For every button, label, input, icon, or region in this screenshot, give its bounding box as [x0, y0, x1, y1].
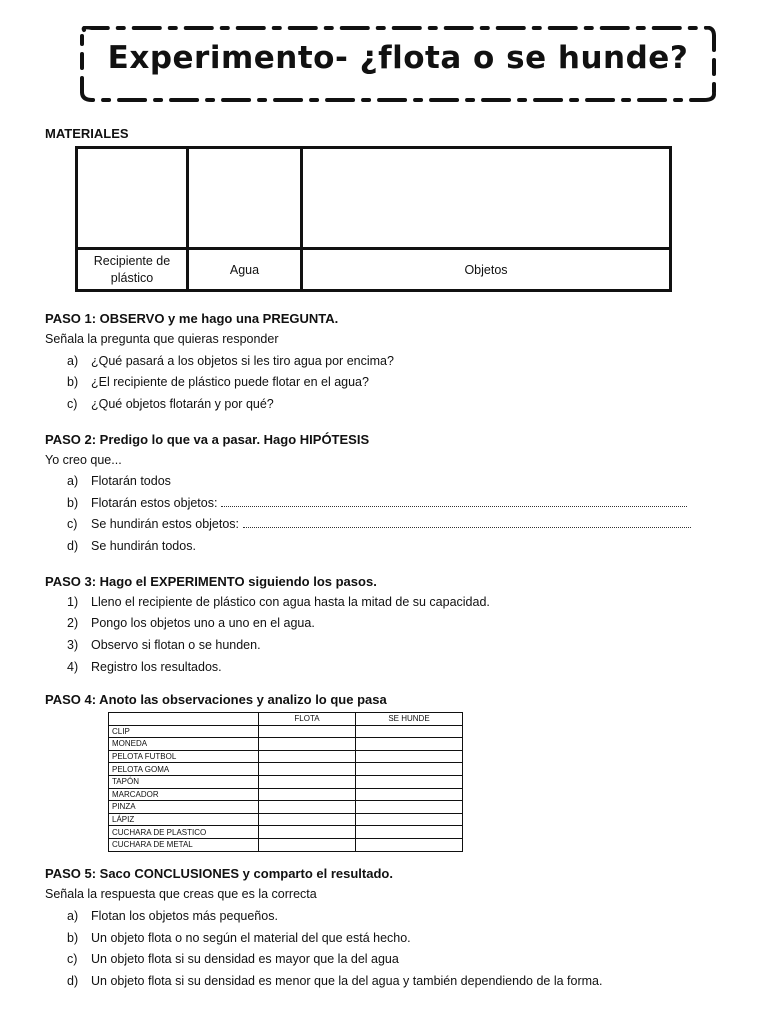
observations-row [109, 813, 463, 826]
observations-object-name: TAPÓN [109, 775, 259, 788]
paso1-option-a[interactable]: a) ¿Qué pasará a los objetos si les tiro agua por encima? [67, 354, 394, 368]
observations-se-hunde-cell[interactable] [356, 801, 463, 814]
observations-object-name: PINZA [109, 801, 259, 814]
paso1-heading: PASO 1: OBSERVO y me hago una PREGUNTA. [45, 311, 339, 326]
paso2-option-b[interactable]: b) Flotarán estos objetos: [67, 496, 687, 510]
paso3-heading: PASO 3: Hago el EXPERIMENTO siguiendo los pasos. [45, 574, 377, 589]
observations-object-name: PELOTA FUTBOL [109, 750, 259, 763]
paso3-step-3: 3) Observo si flotan o se hunden. [67, 638, 261, 652]
paso4-heading: PASO 4: Anoto las observaciones y analizo lo que pasa [45, 692, 387, 707]
paso2-fill-line-c[interactable] [243, 517, 691, 528]
paso3-step-2: 2) Pongo los objetos uno a uno en el agua. [67, 616, 315, 630]
title-box [78, 26, 718, 102]
observations-flota-cell[interactable] [259, 788, 356, 801]
paso5-heading: PASO 5: Saco CONCLUSIONES y comparto el resultado. [45, 866, 393, 881]
observations-object-name: MONEDA [109, 738, 259, 751]
observations-row [109, 738, 463, 751]
observations-header-row [109, 713, 463, 726]
observations-table [108, 712, 463, 852]
paso2-intro: Yo creo que... [45, 453, 122, 467]
paso1-option-b[interactable]: b) ¿El recipiente de plástico puede flotar en el agua? [67, 375, 369, 389]
observations-se-hunde-cell[interactable] [356, 725, 463, 738]
materials-drawing-cell-2[interactable] [188, 148, 302, 249]
observations-row [109, 838, 463, 851]
observations-header-object [109, 713, 259, 726]
observations-se-hunde-cell[interactable] [356, 838, 463, 851]
paso2-option-d[interactable]: d) Se hundirán todos. [67, 539, 196, 553]
observations-object-name: PELOTA GOMA [109, 763, 259, 776]
observations-se-hunde-cell[interactable] [356, 826, 463, 839]
observations-row [109, 826, 463, 839]
paso3-step-4: 4) Registro los resultados. [67, 660, 222, 674]
observations-flota-cell[interactable] [259, 738, 356, 751]
materials-table [75, 146, 672, 292]
observations-flota-cell[interactable] [259, 801, 356, 814]
observations-row [109, 801, 463, 814]
observations-row [109, 750, 463, 763]
observations-row [109, 775, 463, 788]
materials-label-objetos: Objetos [302, 249, 671, 291]
paso1-option-c[interactable]: c) ¿Qué objetos flotarán y por qué? [67, 397, 274, 411]
observations-object-name: CLIP [109, 725, 259, 738]
paso5-option-a[interactable]: a) Flotan los objetos más pequeños. [67, 909, 278, 923]
materials-heading: MATERIALES [45, 126, 129, 141]
paso5-instruction: Señala la respuesta que creas que es la correcta [45, 887, 317, 901]
observations-se-hunde-cell[interactable] [356, 788, 463, 801]
observations-flota-cell[interactable] [259, 826, 356, 839]
observations-object-name: LÁPIZ [109, 813, 259, 826]
paso5-option-d[interactable]: d) Un objeto flota si su densidad es menor que la del agua y también dependiendo de la forma. [67, 974, 603, 988]
observations-flota-cell[interactable] [259, 725, 356, 738]
observations-flota-cell[interactable] [259, 775, 356, 788]
observations-header-se-hunde: SE HUNDE [356, 713, 463, 726]
observations-flota-cell[interactable] [259, 763, 356, 776]
observations-object-name: CUCHARA DE PLASTICO [109, 826, 259, 839]
observations-flota-cell[interactable] [259, 813, 356, 826]
materials-drawing-cell-3[interactable] [302, 148, 671, 249]
page-title: Experimento- ¿flota o se hunde? [107, 40, 689, 76]
observations-se-hunde-cell[interactable] [356, 738, 463, 751]
paso3-step-1: 1) Lleno el recipiente de plástico con agua hasta la mitad de su capacidad. [67, 595, 490, 609]
observations-object-name: CUCHARA DE METAL [109, 838, 259, 851]
paso1-instruction: Señala la pregunta que quieras responder [45, 332, 279, 346]
observations-row [109, 763, 463, 776]
paso5-option-b[interactable]: b) Un objeto flota o no según el material del que está hecho. [67, 931, 411, 945]
materials-label-agua: Agua [188, 249, 302, 291]
observations-se-hunde-cell[interactable] [356, 750, 463, 763]
observations-flota-cell[interactable] [259, 838, 356, 851]
observations-se-hunde-cell[interactable] [356, 763, 463, 776]
paso2-fill-line-b[interactable] [221, 496, 687, 507]
paso5-option-c[interactable]: c) Un objeto flota si su densidad es mayor que la del agua [67, 952, 399, 966]
paso2-option-a[interactable]: a) Flotarán todos [67, 474, 171, 488]
observations-flota-cell[interactable] [259, 750, 356, 763]
observations-se-hunde-cell[interactable] [356, 813, 463, 826]
materials-label-recipiente: Recipiente de plástico [77, 249, 188, 291]
observations-row [109, 788, 463, 801]
observations-object-name: MARCADOR [109, 788, 259, 801]
materials-drawing-cell-1[interactable] [77, 148, 188, 249]
observations-row [109, 725, 463, 738]
observations-se-hunde-cell[interactable] [356, 775, 463, 788]
paso2-heading: PASO 2: Predigo lo que va a pasar. Hago HIPÓTESIS [45, 432, 370, 447]
paso2-option-c[interactable]: c) Se hundirán estos objetos: [67, 517, 691, 531]
observations-header-flota: FLOTA [259, 713, 356, 726]
